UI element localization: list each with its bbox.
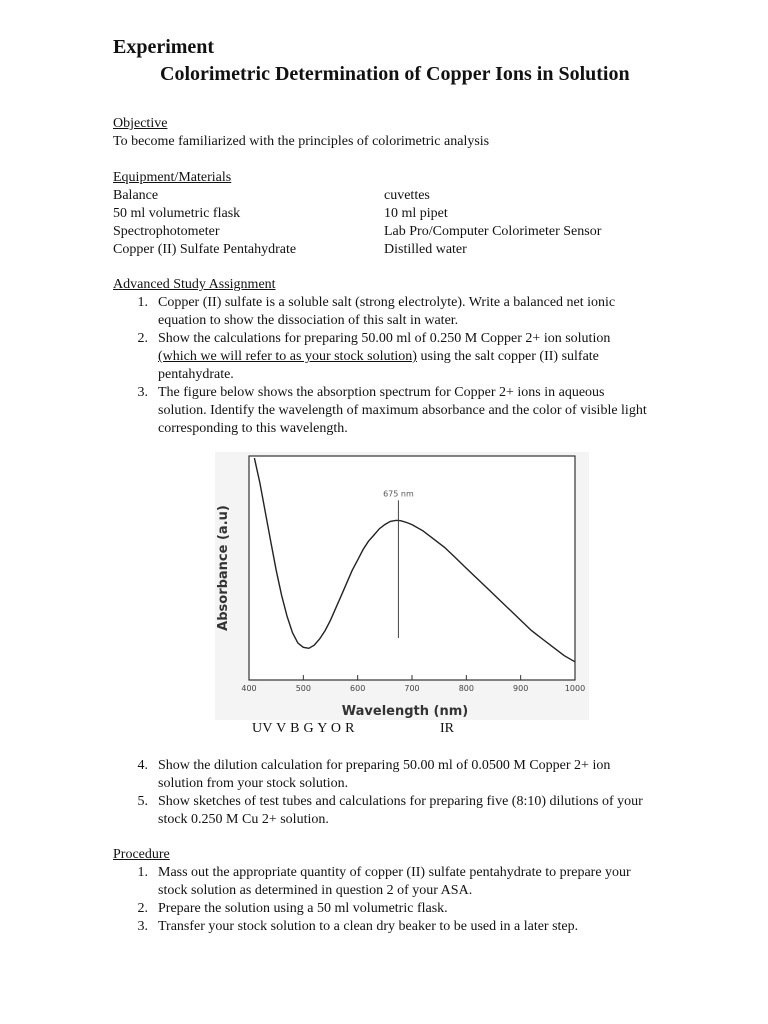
list-item-line: solution. Identify the wavelength of maximum absorbance and the color of visible light: [158, 403, 647, 418]
list-item-text: using the salt copper (II) sulfate: [416, 349, 599, 364]
list-number: 2.: [137, 901, 148, 916]
list-item-line: The figure below shows the absorption spectrum for Copper 2+ ions in aqueous: [158, 385, 605, 400]
list-item-line: solution from your stock solution.: [158, 776, 349, 791]
list-item-line: equation to show the dissociation of this salt in water.: [158, 313, 459, 328]
equipment-item: Lab Pro/Computer Colorimeter Sensor: [384, 224, 602, 239]
objective-heading: Objective: [113, 116, 168, 131]
list-item-line: Show the calculations for preparing 50.00 ml of 0.250 M Copper 2+ ion solution: [158, 331, 611, 346]
document-subtitle: Colorimetric Determination of Copper Ions in Solution: [160, 63, 630, 85]
x-tick-label: 400: [241, 684, 257, 693]
asa-heading: Advanced Study Assignment: [113, 277, 276, 292]
equipment-heading: Equipment/Materials: [113, 170, 232, 185]
spectrum-color-labels: UV V B G Y O R: [252, 721, 355, 736]
document-title: Experiment: [113, 36, 215, 58]
list-item-line: Show sketches of test tubes and calculations for preparing five (8:10) dilutions of your: [158, 794, 643, 809]
stock-solution-note: (which we will refer to as your stock solution): [158, 349, 417, 364]
list-item-line: stock solution as determined in question 2 of your ASA.: [158, 883, 473, 898]
equipment-item: Spectrophotometer: [113, 224, 220, 239]
list-number: 4.: [137, 758, 148, 773]
equipment-item: Distilled water: [384, 242, 467, 257]
y-axis-title: Absorbance (a.u): [216, 505, 231, 631]
equipment-item: Balance: [113, 188, 159, 203]
procedure-heading: Procedure: [113, 847, 170, 862]
x-tick-label: 600: [350, 684, 366, 693]
list-number: 1.: [137, 865, 148, 880]
peak-annotation: 675 nm: [383, 489, 414, 499]
x-tick-label: 800: [458, 684, 474, 693]
list-number: 5.: [137, 794, 148, 809]
list-number: 2.: [137, 331, 148, 346]
list-number: 3.: [137, 385, 148, 400]
list-item-line: Prepare the solution using a 50 ml volumetric flask.: [158, 901, 448, 916]
x-tick-label: 900: [513, 684, 529, 693]
list-item-line: Mass out the appropriate quantity of copper (II) sulfate pentahydrate to prepare your: [158, 865, 631, 880]
list-item-line: [158, 348, 599, 366]
equipment-item: cuvettes: [384, 188, 430, 203]
list-item-line: Transfer your stock solution to a clean dry beaker to be used in a later step.: [158, 919, 579, 934]
list-item-line: Show the dilution calculation for preparing 50.00 ml of 0.0500 M Copper 2+ ion: [158, 758, 611, 773]
absorption-spectrum-figure: [215, 452, 589, 720]
equipment-item: 10 ml pipet: [384, 206, 448, 221]
list-item-line: Copper (II) sulfate is a soluble salt (strong electrolyte). Write a balanced net ionic: [158, 295, 616, 310]
absorption-spectrum-chart: [215, 452, 589, 720]
x-tick-label: 500: [295, 684, 311, 693]
x-axis-title: Wavelength (nm): [341, 704, 469, 719]
x-tick-label: 700: [404, 684, 420, 693]
infrared-label: IR: [440, 721, 454, 736]
list-item-line: pentahydrate.: [158, 367, 234, 382]
equipment-item: 50 ml volumetric flask: [113, 206, 241, 221]
list-number: 1.: [137, 295, 148, 310]
list-item-line: stock 0.250 M Cu 2+ solution.: [158, 812, 329, 827]
objective-text: To become familiarized with the principles of colorimetric analysis: [113, 134, 490, 149]
list-number: 3.: [137, 919, 148, 934]
x-tick-label: 1000: [564, 684, 586, 693]
list-item-line: corresponding to this wavelength.: [158, 421, 348, 436]
equipment-item: Copper (II) Sulfate Pentahydrate: [113, 242, 297, 257]
